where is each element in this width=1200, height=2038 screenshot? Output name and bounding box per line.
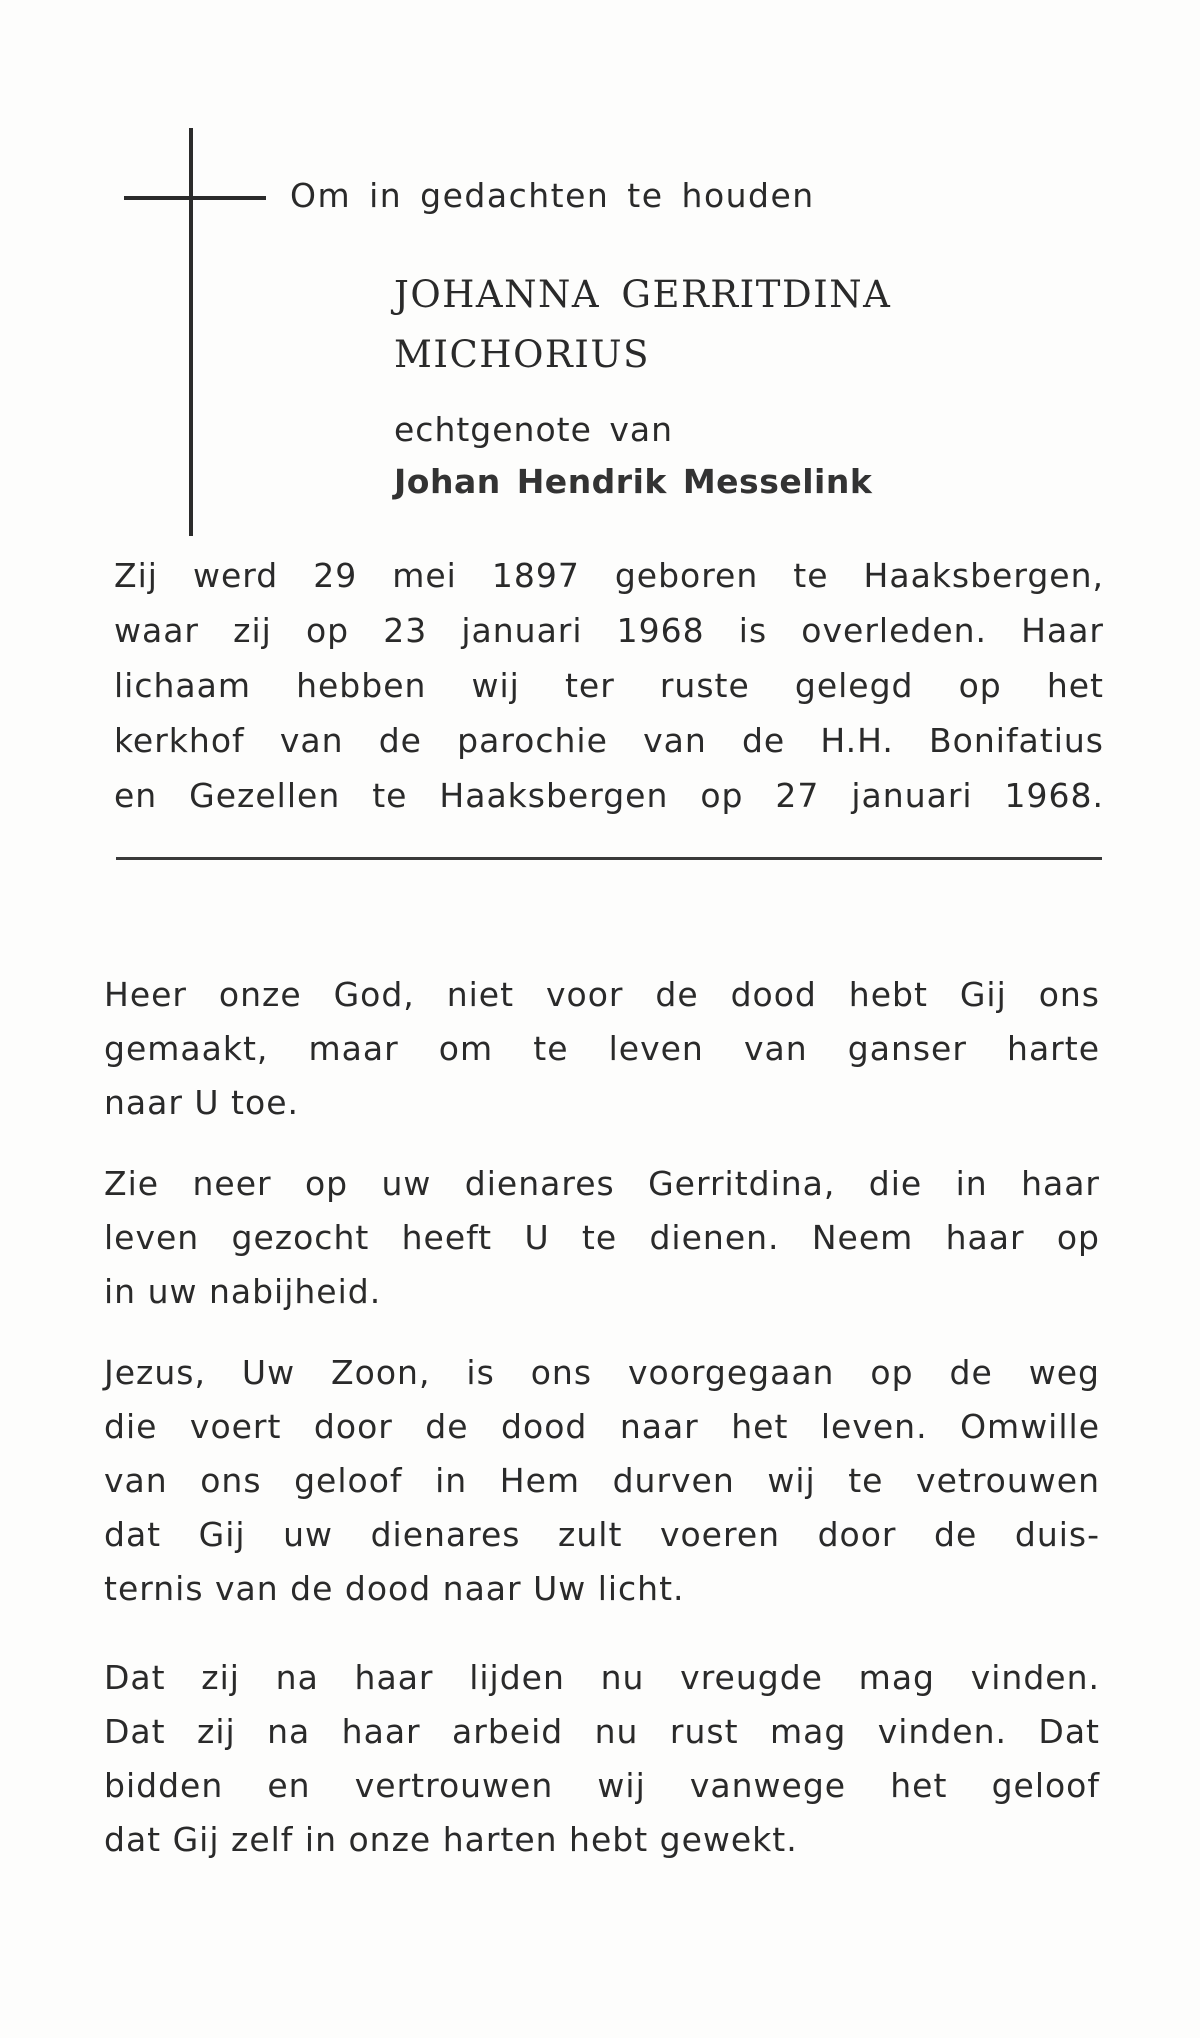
prayer-line: Jezus, Uw Zoon, is ons voorgegaan op de weg (104, 1353, 1100, 1392)
prayer-line: dat Gij zelf in onze harten hebt gewekt. (104, 1820, 798, 1859)
prayer-line: naar U toe. (104, 1083, 299, 1122)
bio-line: en Gezellen te Haaksbergen op 27 januari 1968. (114, 776, 1104, 815)
bio-line: lichaam hebben wij ter ruste gelegd op het (114, 666, 1104, 705)
cross-horizontal-bar (124, 196, 266, 200)
prayer-line: ternis van de dood naar Uw licht. (104, 1569, 685, 1608)
prayer-paragraph-4 (104, 1651, 1100, 1867)
prayer-line: Dat zij na haar lijden nu vreugde mag vinden. (104, 1658, 1100, 1697)
prayer-line: Heer onze God, niet voor de dood hebt Gij ons (104, 975, 1100, 1014)
bio-line: waar zij op 23 januari 1968 is overleden. Haar (114, 611, 1104, 650)
prayer-line: Dat zij na haar arbeid nu rust mag vinden. Dat (104, 1712, 1100, 1751)
bio-line: kerkhof van de parochie van de H.H. Bonifatius (114, 721, 1104, 760)
prayer-paragraph-1 (104, 968, 1100, 1130)
spouse-label: echtgenote van (394, 410, 674, 449)
biography (114, 548, 1104, 823)
prayer-line: Zie neer op uw dienares Gerritdina, die in haar (104, 1164, 1100, 1203)
prayer-line: bidden en vertrouwen wij vanwege het geloof (104, 1766, 1100, 1805)
bio-line: Zij werd 29 mei 1897 geboren te Haaksbergen, (114, 556, 1104, 595)
divider (116, 857, 1102, 860)
prayer-paragraph-3 (104, 1346, 1100, 1616)
deceased-name (394, 265, 891, 385)
name-line-2: MICHORIUS (394, 333, 650, 376)
prayer-line: gemaakt, maar om te leven van ganser harte (104, 1029, 1100, 1068)
prayer-line: die voert door de dood naar het leven. Omwille (104, 1407, 1100, 1446)
prayer-paragraph-2 (104, 1157, 1100, 1319)
prayer-line: dat Gij uw dienares zult voeren door de duis- (104, 1515, 1100, 1554)
spouse-name: Johan Hendrik Messelink (394, 462, 873, 501)
prayer-line: van ons geloof in Hem durven wij te vetrouwen (104, 1461, 1100, 1500)
prayer-line: leven gezocht heeft U te dienen. Neem haar op (104, 1218, 1100, 1257)
prayer-line: in uw nabijheid. (104, 1272, 382, 1311)
name-line-1: JOHANNA GERRITDINA (394, 273, 892, 316)
cross-vertical-bar (189, 128, 193, 536)
intro-text: Om in gedachten te houden (290, 176, 815, 215)
